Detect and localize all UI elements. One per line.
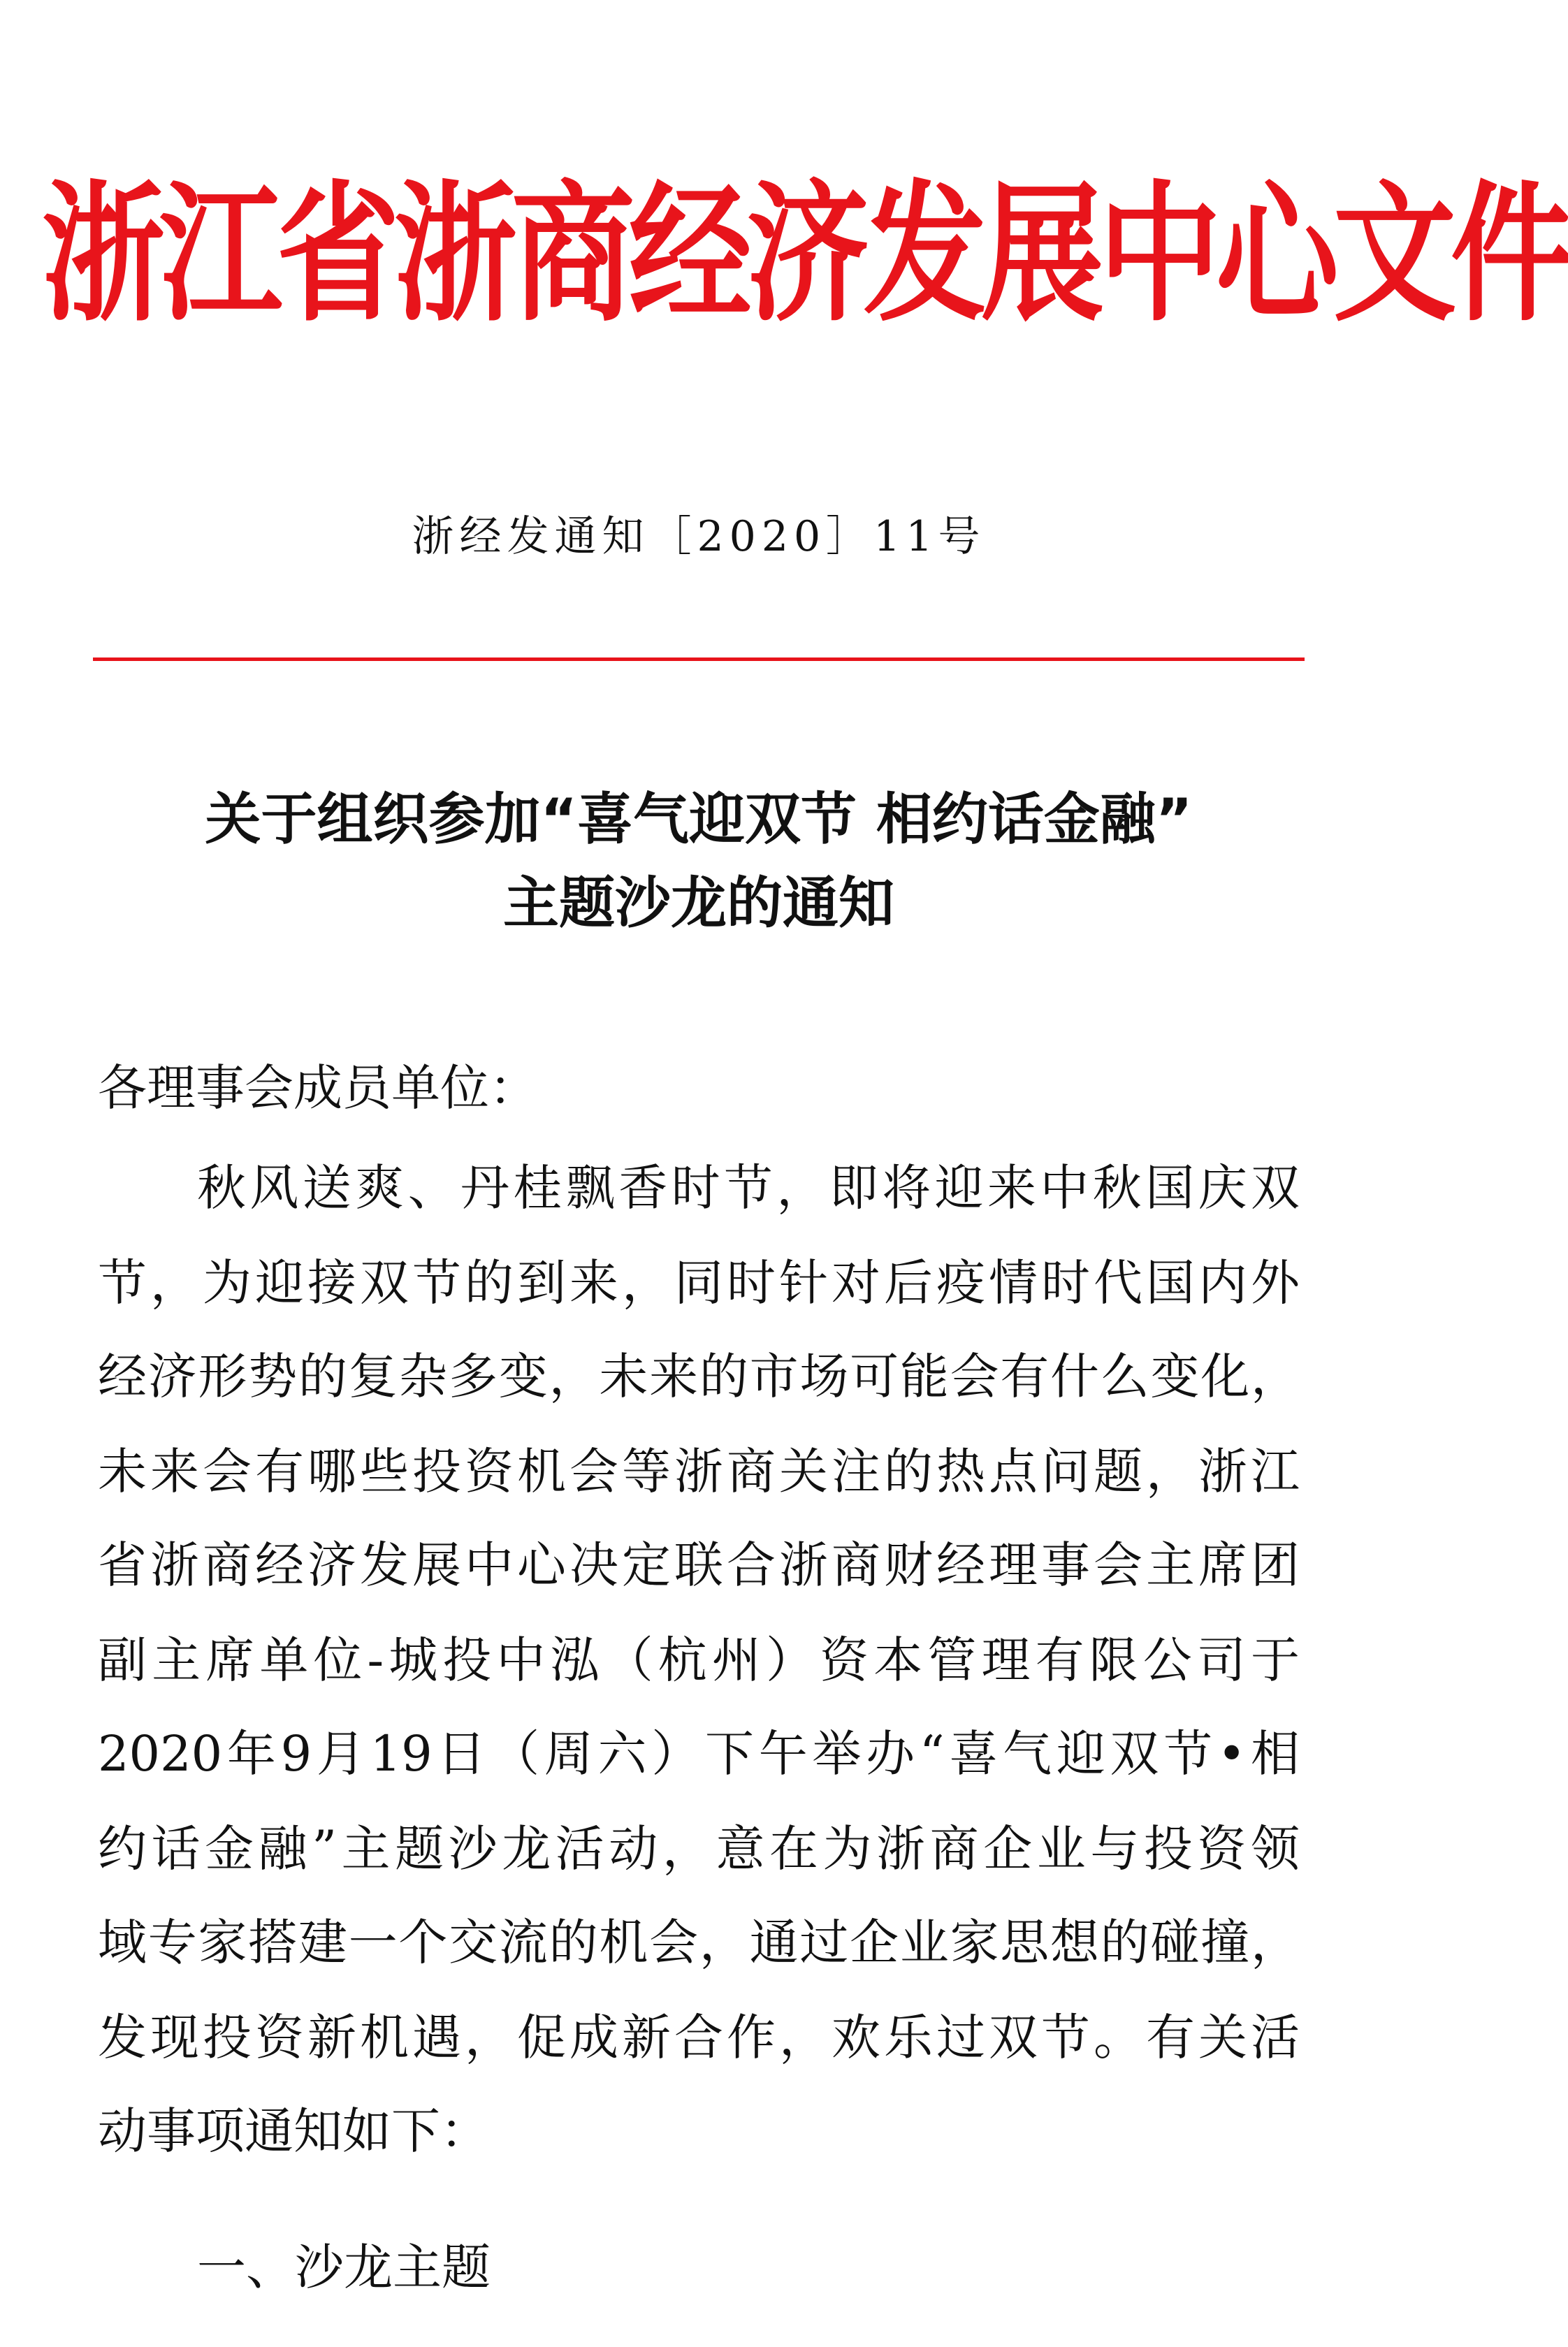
paragraph-line: 发现投资新机遇，促成新合作，欢乐过双节。有关活 bbox=[98, 2009, 1300, 2066]
paragraph-line: 未来会有哪些投资机会等浙商关注的热点问题，浙江 bbox=[98, 1443, 1300, 1500]
document-header-title: 浙江省浙商经济发展中心文件 bbox=[42, 167, 1568, 342]
paragraph-line: 节，为迎接双节的到来，同时针对后疫情时代国内外 bbox=[98, 1254, 1300, 1311]
paragraph-line: 2020年9月19日（周六）下午举办“喜气迎双节•相 bbox=[98, 1725, 1300, 1782]
paragraph-line: 秋风送爽、丹桂飘香时节，即将迎来中秋国庆双 bbox=[197, 1159, 1300, 1216]
paragraph-line: 省浙商经济发展中心决定联合浙商财经理事会主席团 bbox=[98, 1536, 1300, 1594]
paragraph-line: 副主席单位-城投中泓（杭州）资本管理有限公司于 bbox=[98, 1632, 1300, 1689]
notice-title-line-1: 关于组织参加“喜气迎双节 相约话金融” bbox=[205, 787, 1193, 852]
document-number: 浙经发通知［2020］11号 bbox=[412, 512, 986, 561]
section-heading: 一、沙龙主题 bbox=[197, 2239, 491, 2296]
paragraph-line: 动事项通知如下： bbox=[98, 2102, 489, 2160]
paragraph-line: 域专家搭建一个交流的机会，通过企业家思想的碰撞， bbox=[98, 1914, 1300, 1971]
header-divider-line bbox=[93, 657, 1305, 661]
paragraph-line: 经济形势的复杂多变，未来的市场可能会有什么变化， bbox=[98, 1348, 1300, 1405]
notice-title-line-2: 主题沙龙的通知 bbox=[503, 871, 894, 936]
paragraph-line: 约话金融”主题沙龙活动，意在为浙商企业与投资领 bbox=[98, 1820, 1300, 1877]
salutation: 各理事会成员单位： bbox=[98, 1059, 538, 1117]
